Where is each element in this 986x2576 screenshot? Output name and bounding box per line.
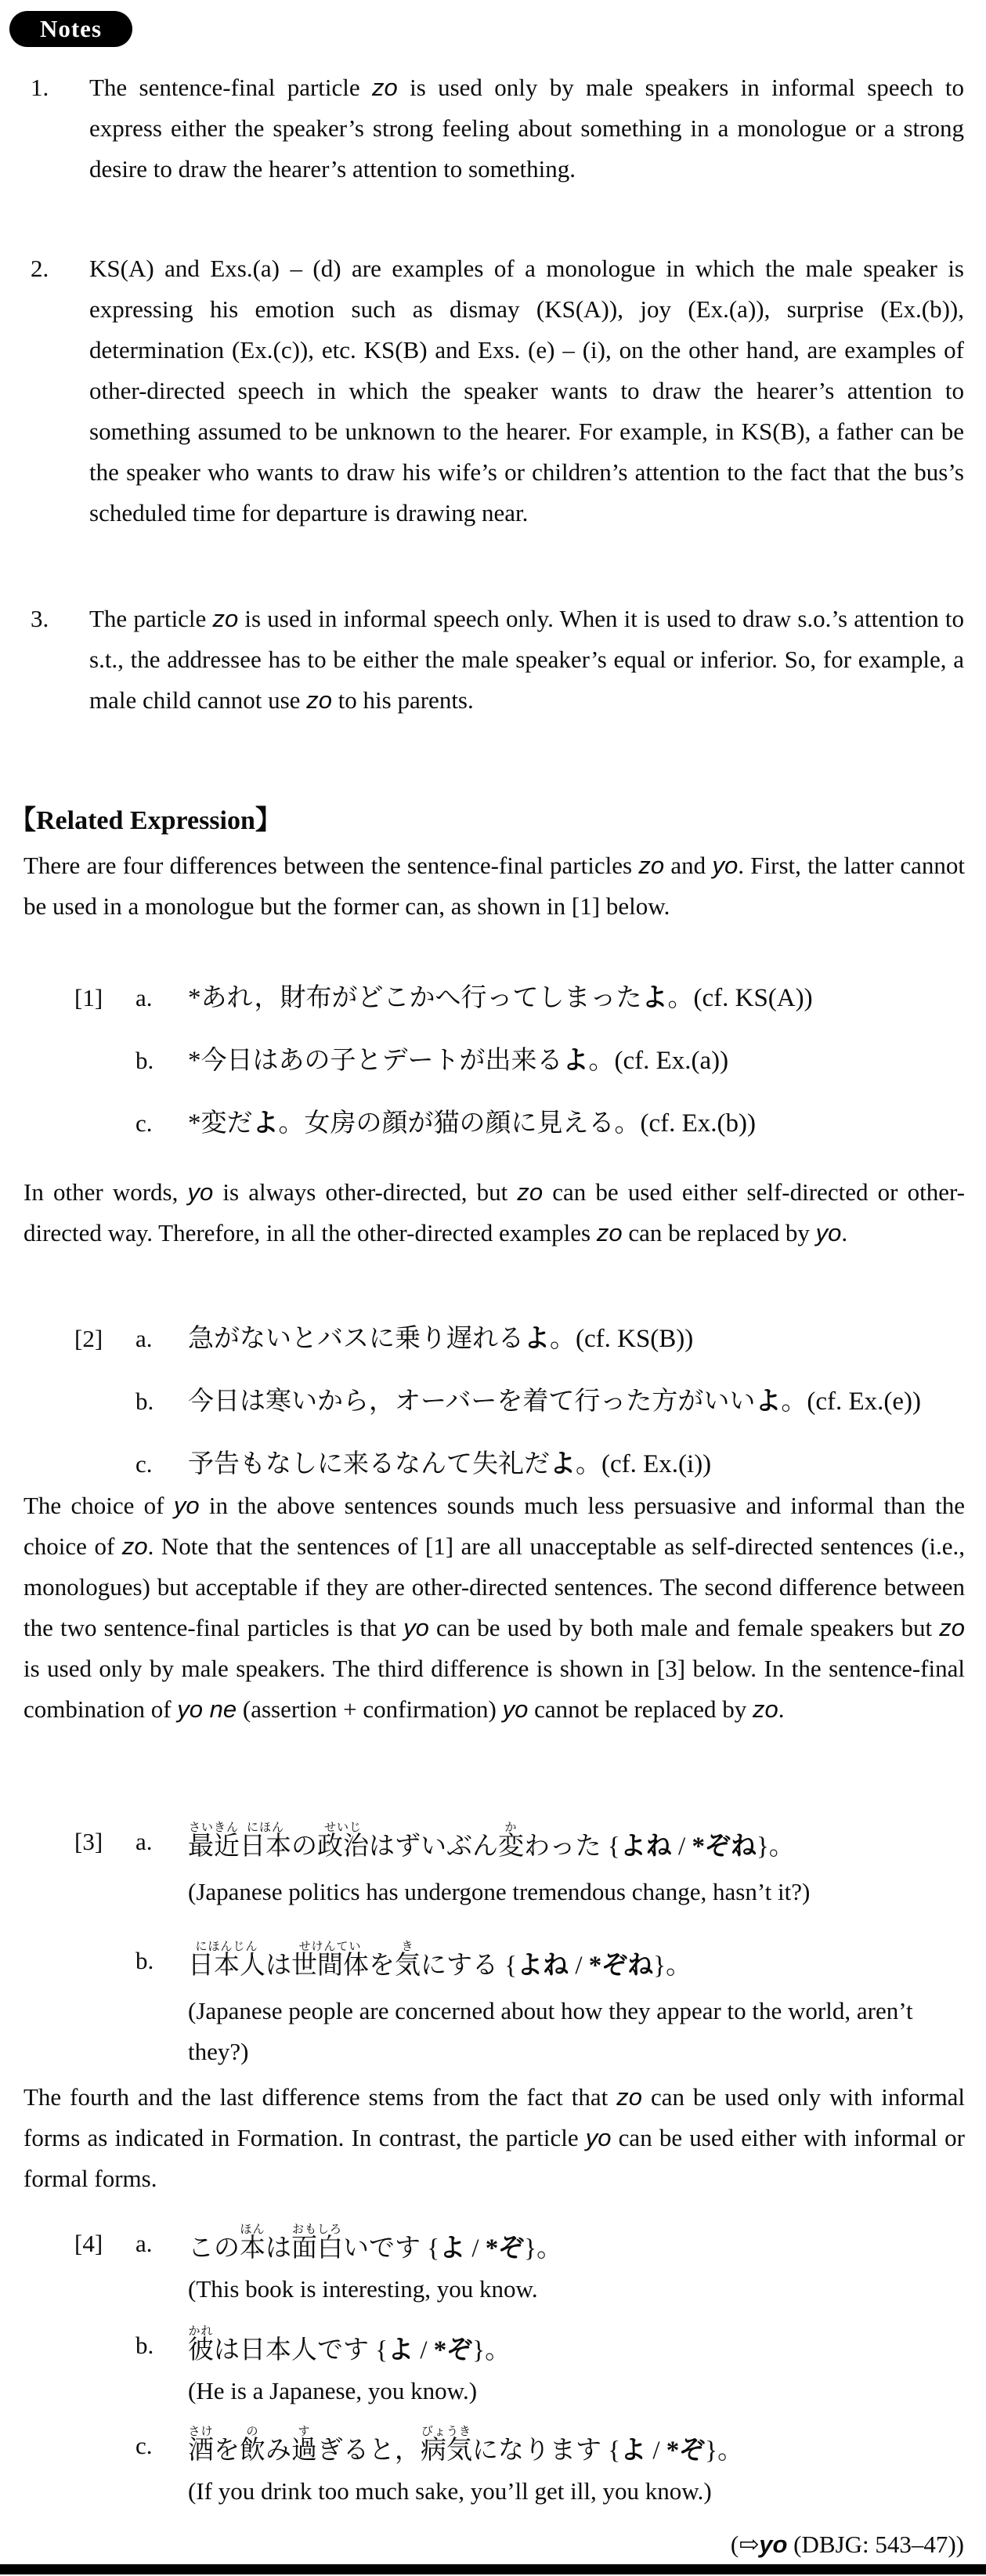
example-letter: c. xyxy=(135,1450,153,1478)
english-translation: (This book is interesting, you know. xyxy=(188,2275,538,2303)
english-translation: (Japanese politics has undergone tremendous change, hasn’t it?) xyxy=(188,1878,811,1905)
japanese-sentence: 彼かれは日本人です {よ / *ぞ}。 xyxy=(188,2325,511,2364)
example-3b-row xyxy=(74,1941,975,1986)
example-4c-translation xyxy=(74,2471,975,2512)
example-group-label: [4] xyxy=(74,2230,103,2257)
example-letter: a. xyxy=(135,2230,153,2257)
japanese-sentence: 最近さいきん日本にほんの政治せいじはずいぶん変かわった {よね / *ぞね}。 xyxy=(188,1822,795,1861)
example-4b-row xyxy=(74,2325,975,2371)
note-text: The particle zo is used in informal speech only. When it is used to draw s.o.’s attention to s.t., the addressee has to be either the male speaker’s equal or inferior. So, for example, a male child cannot use zo to his parents. xyxy=(89,605,964,714)
english-translation: (If you drink too much sake, you’ll get ill, you know.) xyxy=(188,2477,712,2505)
cross-reference: (⇨yo (DBJG: 543–47)) xyxy=(730,2531,964,2558)
example-group-label: [1] xyxy=(74,984,103,1011)
japanese-sentence: *あれ，財布がどこかへ行ってしまったよ。(cf. KS(A)) xyxy=(188,984,813,1012)
related-paragraph-3: The choice of yo in the above sentences sounds much less persuasive and informal than the choice of zo. Note that the sentences of [1] are all unacceptable as self-directed sentences (i.e., monologues) but acceptable if they are other-directed sentences. The second difference between the two sentence-final particles is that yo can be used by both male and female speakers but zo is used only by male speakers. The third difference is shown in [3] below. In the sentence-final combination of yo ne (assertion + confirmation) yo cannot be replaced by zo. xyxy=(23,1492,965,1723)
example-4b-translation xyxy=(74,2371,975,2411)
english-translation: (Japanese people are concerned about how they appear to the world, aren’t they?) xyxy=(188,1997,913,2065)
note-item-2 xyxy=(31,248,964,534)
notes-badge-label: Notes xyxy=(39,15,103,42)
note-number: 3. xyxy=(31,605,49,632)
note-item-1 xyxy=(31,67,964,190)
page-bottom-scan-bar xyxy=(0,2564,986,2574)
example-group-label: [3] xyxy=(74,1828,103,1855)
notes-section-badge xyxy=(9,11,132,47)
note-number: 2. xyxy=(31,255,49,282)
example-letter: b. xyxy=(135,1047,154,1074)
related-paragraph-4: The fourth and the last difference stems from the fact that zo can be used only with informal forms as indicated in Formation. In contrast, the particle yo can be used either with informal or formal forms. xyxy=(23,2083,965,2192)
japanese-sentence: *今日はあの子とデートが出来るよ。(cf. Ex.(a)) xyxy=(188,1047,729,1075)
japanese-sentence: *変だよ。女房の顔が猫の顔に見える。(cf. Ex.(b)) xyxy=(188,1109,757,1138)
example-letter: a. xyxy=(135,1828,153,1855)
example-letter: b. xyxy=(135,2332,154,2359)
japanese-sentence: 酒さけを飲のみ過すぎると，病気びょうきになります {よ / *ぞ}。 xyxy=(188,2426,744,2465)
example-group-label: [2] xyxy=(74,1325,103,1352)
example-letter: b. xyxy=(135,1387,154,1415)
example-letter: c. xyxy=(135,1109,153,1137)
example-1c-row xyxy=(74,1103,975,1144)
example-2b-row xyxy=(74,1381,975,1422)
japanese-sentence: 日本人にほんじんは世間体せけんていを気きにする {よね / *ぞね}。 xyxy=(188,1941,692,1980)
related-expression-heading: 【Related Expression】 xyxy=(9,806,282,836)
japanese-sentence: 予告もなしに来るなんて失礼だよ。(cf. Ex.(i)) xyxy=(188,1450,712,1478)
japanese-sentence: 急がないとバスに乗り遅れるよ。(cf. KS(B)) xyxy=(188,1325,694,1353)
related-paragraph-2: In other words, yo is always other-directed, but zo can be used either self-directed or other-directed way. Therefore, in all the other-directed examples zo can be replaced by yo. xyxy=(23,1178,965,1246)
example-4c-row xyxy=(74,2426,975,2471)
example-letter: b. xyxy=(135,1947,154,1974)
example-4a-row xyxy=(74,2223,975,2269)
note-item-3 xyxy=(31,599,964,721)
example-letter: a. xyxy=(135,1325,153,1352)
english-translation: (He is a Japanese, you know.) xyxy=(188,2377,478,2404)
example-2a-row xyxy=(74,1319,975,1359)
example-4a-translation xyxy=(74,2269,975,2310)
related-paragraph-1: There are four differences between the sentence-final particles zo and yo. First, the latter cannot be used in a monologue but the former can, as shown in [1] below. xyxy=(23,852,965,920)
example-2c-row xyxy=(74,1444,975,1485)
note-text: The sentence-final particle zo is used only by male speakers in informal speech to express either the speaker’s strong feeling about something in a monologue or a strong desire to draw the hearer’s attention to something. xyxy=(89,74,965,183)
example-3a-translation xyxy=(74,1872,975,1912)
example-1a-row xyxy=(74,978,975,1018)
note-number: 1. xyxy=(31,74,49,101)
example-letter: c. xyxy=(135,2432,153,2459)
example-3a-row xyxy=(74,1822,975,1867)
note-text: KS(A) and Exs.(a) – (d) are examples of a monologue in which the male speaker is expressing his emotion such as dismay (KS(A)), joy (Ex.(a)), surprise (Ex.(b)), determination (Ex.(c)), etc. KS(B) and Exs. (e) – (i), on the other hand, are examples of other-directed speech in which the speaker wants to draw the hearer’s attention to something assumed to be unknown to the hearer. For example, in KS(B), a father can be the speaker who wants to draw his wife’s or children’s attention to the fact that the bus’s scheduled time for departure is drawing near. xyxy=(89,255,964,526)
example-3b-translation xyxy=(74,1991,975,2072)
example-1b-row xyxy=(74,1040,975,1081)
example-letter: a. xyxy=(135,984,153,1011)
japanese-sentence: この本ほんは面白おもしろいです {よ / *ぞ}。 xyxy=(188,2223,563,2263)
japanese-sentence: 今日は寒いから，オーバーを着て行った方がいいよ。(cf. Ex.(e)) xyxy=(188,1387,922,1416)
